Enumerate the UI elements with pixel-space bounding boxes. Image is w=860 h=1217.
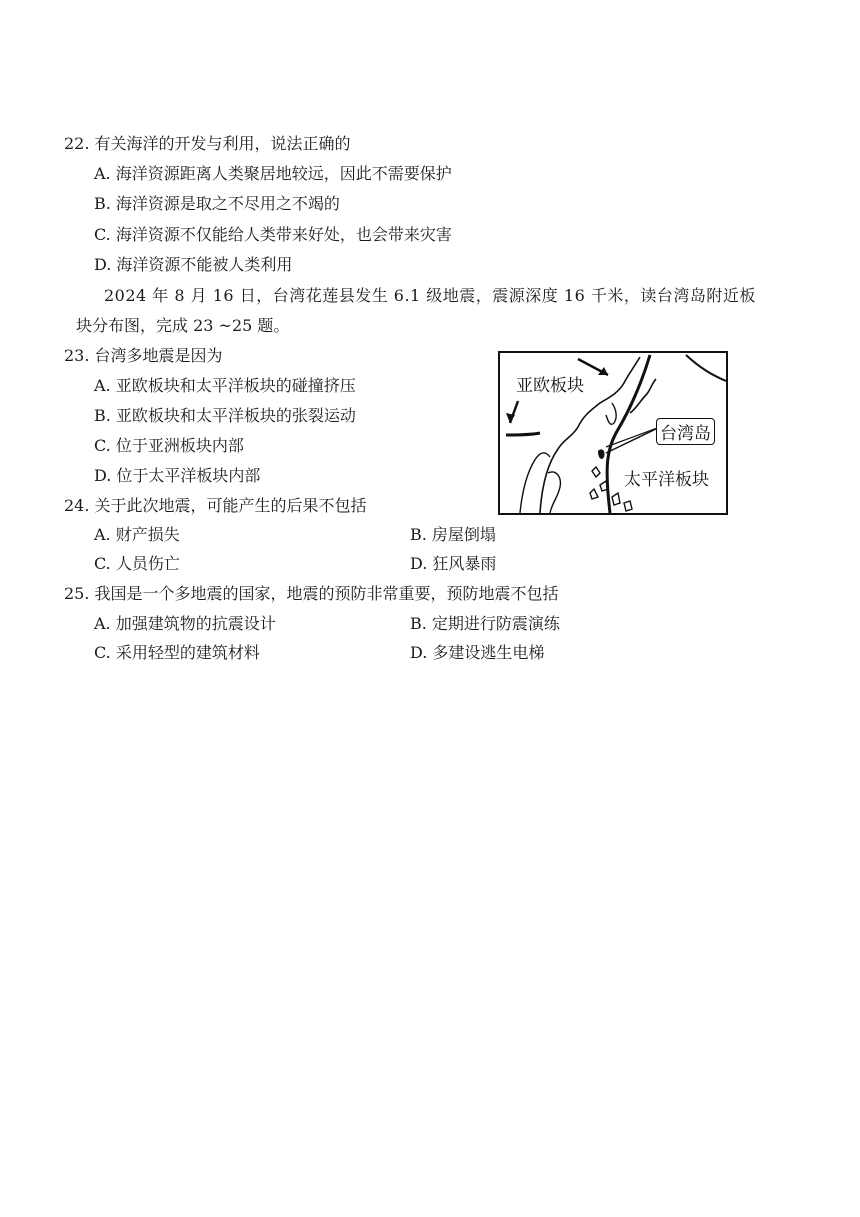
q23-option-a: A. 亚欧板块和太平洋板块的碰撞挤压 (94, 376, 356, 395)
indochina (548, 472, 560, 513)
q22-option-b: B. 海洋资源是取之不尽用之不竭的 (94, 194, 340, 213)
q22-option-d: D. 海洋资源不能被人类利用 (94, 255, 293, 274)
q24-option-c: C. 人员伤亡 (94, 554, 180, 573)
plate-boundary-line-3 (686, 355, 726, 381)
q24-option-a: A. 财产损失 (94, 525, 180, 544)
label-eurasian-plate: 亚欧板块 (516, 376, 584, 396)
q25-option-c: C. 采用轻型的建筑材料 (94, 643, 260, 662)
q23-option-c: C. 位于亚洲板块内部 (94, 436, 244, 455)
q23-option-d: D. 位于太平洋板块内部 (94, 466, 261, 485)
plate-boundary-line-2 (506, 433, 540, 435)
label-taiwan-island: 台湾岛 (656, 418, 715, 445)
q24-option-d: D. 狂风暴雨 (410, 554, 497, 573)
taiwan-island (598, 449, 605, 459)
plate-map-figure (498, 351, 728, 515)
q23-stem: 23. 台湾多地震是因为 (64, 346, 223, 365)
korea-peninsula (606, 403, 616, 424)
q25-option-a: A. 加强建筑物的抗震设计 (94, 614, 276, 633)
q22-stem: 22. 有关海洋的开发与利用，说法正确的 (64, 134, 351, 153)
q24-stem: 24. 关于此次地震，可能产生的后果不包括 (64, 496, 367, 515)
q22-option-a: A. 海洋资源距离人类聚居地较远，因此不需要保护 (94, 164, 452, 183)
material-line-2: 块分布图，完成 23 ~25 题。 (76, 316, 290, 335)
q24-option-b: B. 房屋倒塌 (410, 525, 496, 544)
q25-stem: 25. 我国是一个多地震的国家，地震的预防非常重要，预防地震不包括 (64, 584, 559, 603)
coastline-2 (520, 453, 550, 513)
q25-option-d: D. 多建设逃生电梯 (410, 643, 545, 662)
q22-option-c: C. 海洋资源不仅能给人类带来好处，也会带来灾害 (94, 225, 452, 244)
q25-option-b: B. 定期进行防震演练 (410, 614, 560, 633)
q23-option-b: B. 亚欧板块和太平洋板块的张裂运动 (94, 406, 356, 425)
label-pacific-plate: 太平洋板块 (624, 470, 709, 490)
material-line-1: 2024 年 8 月 16 日，台湾花莲县发生 6.1 级地震，震源深度 16 千米，读台湾岛附近板 (104, 286, 756, 305)
